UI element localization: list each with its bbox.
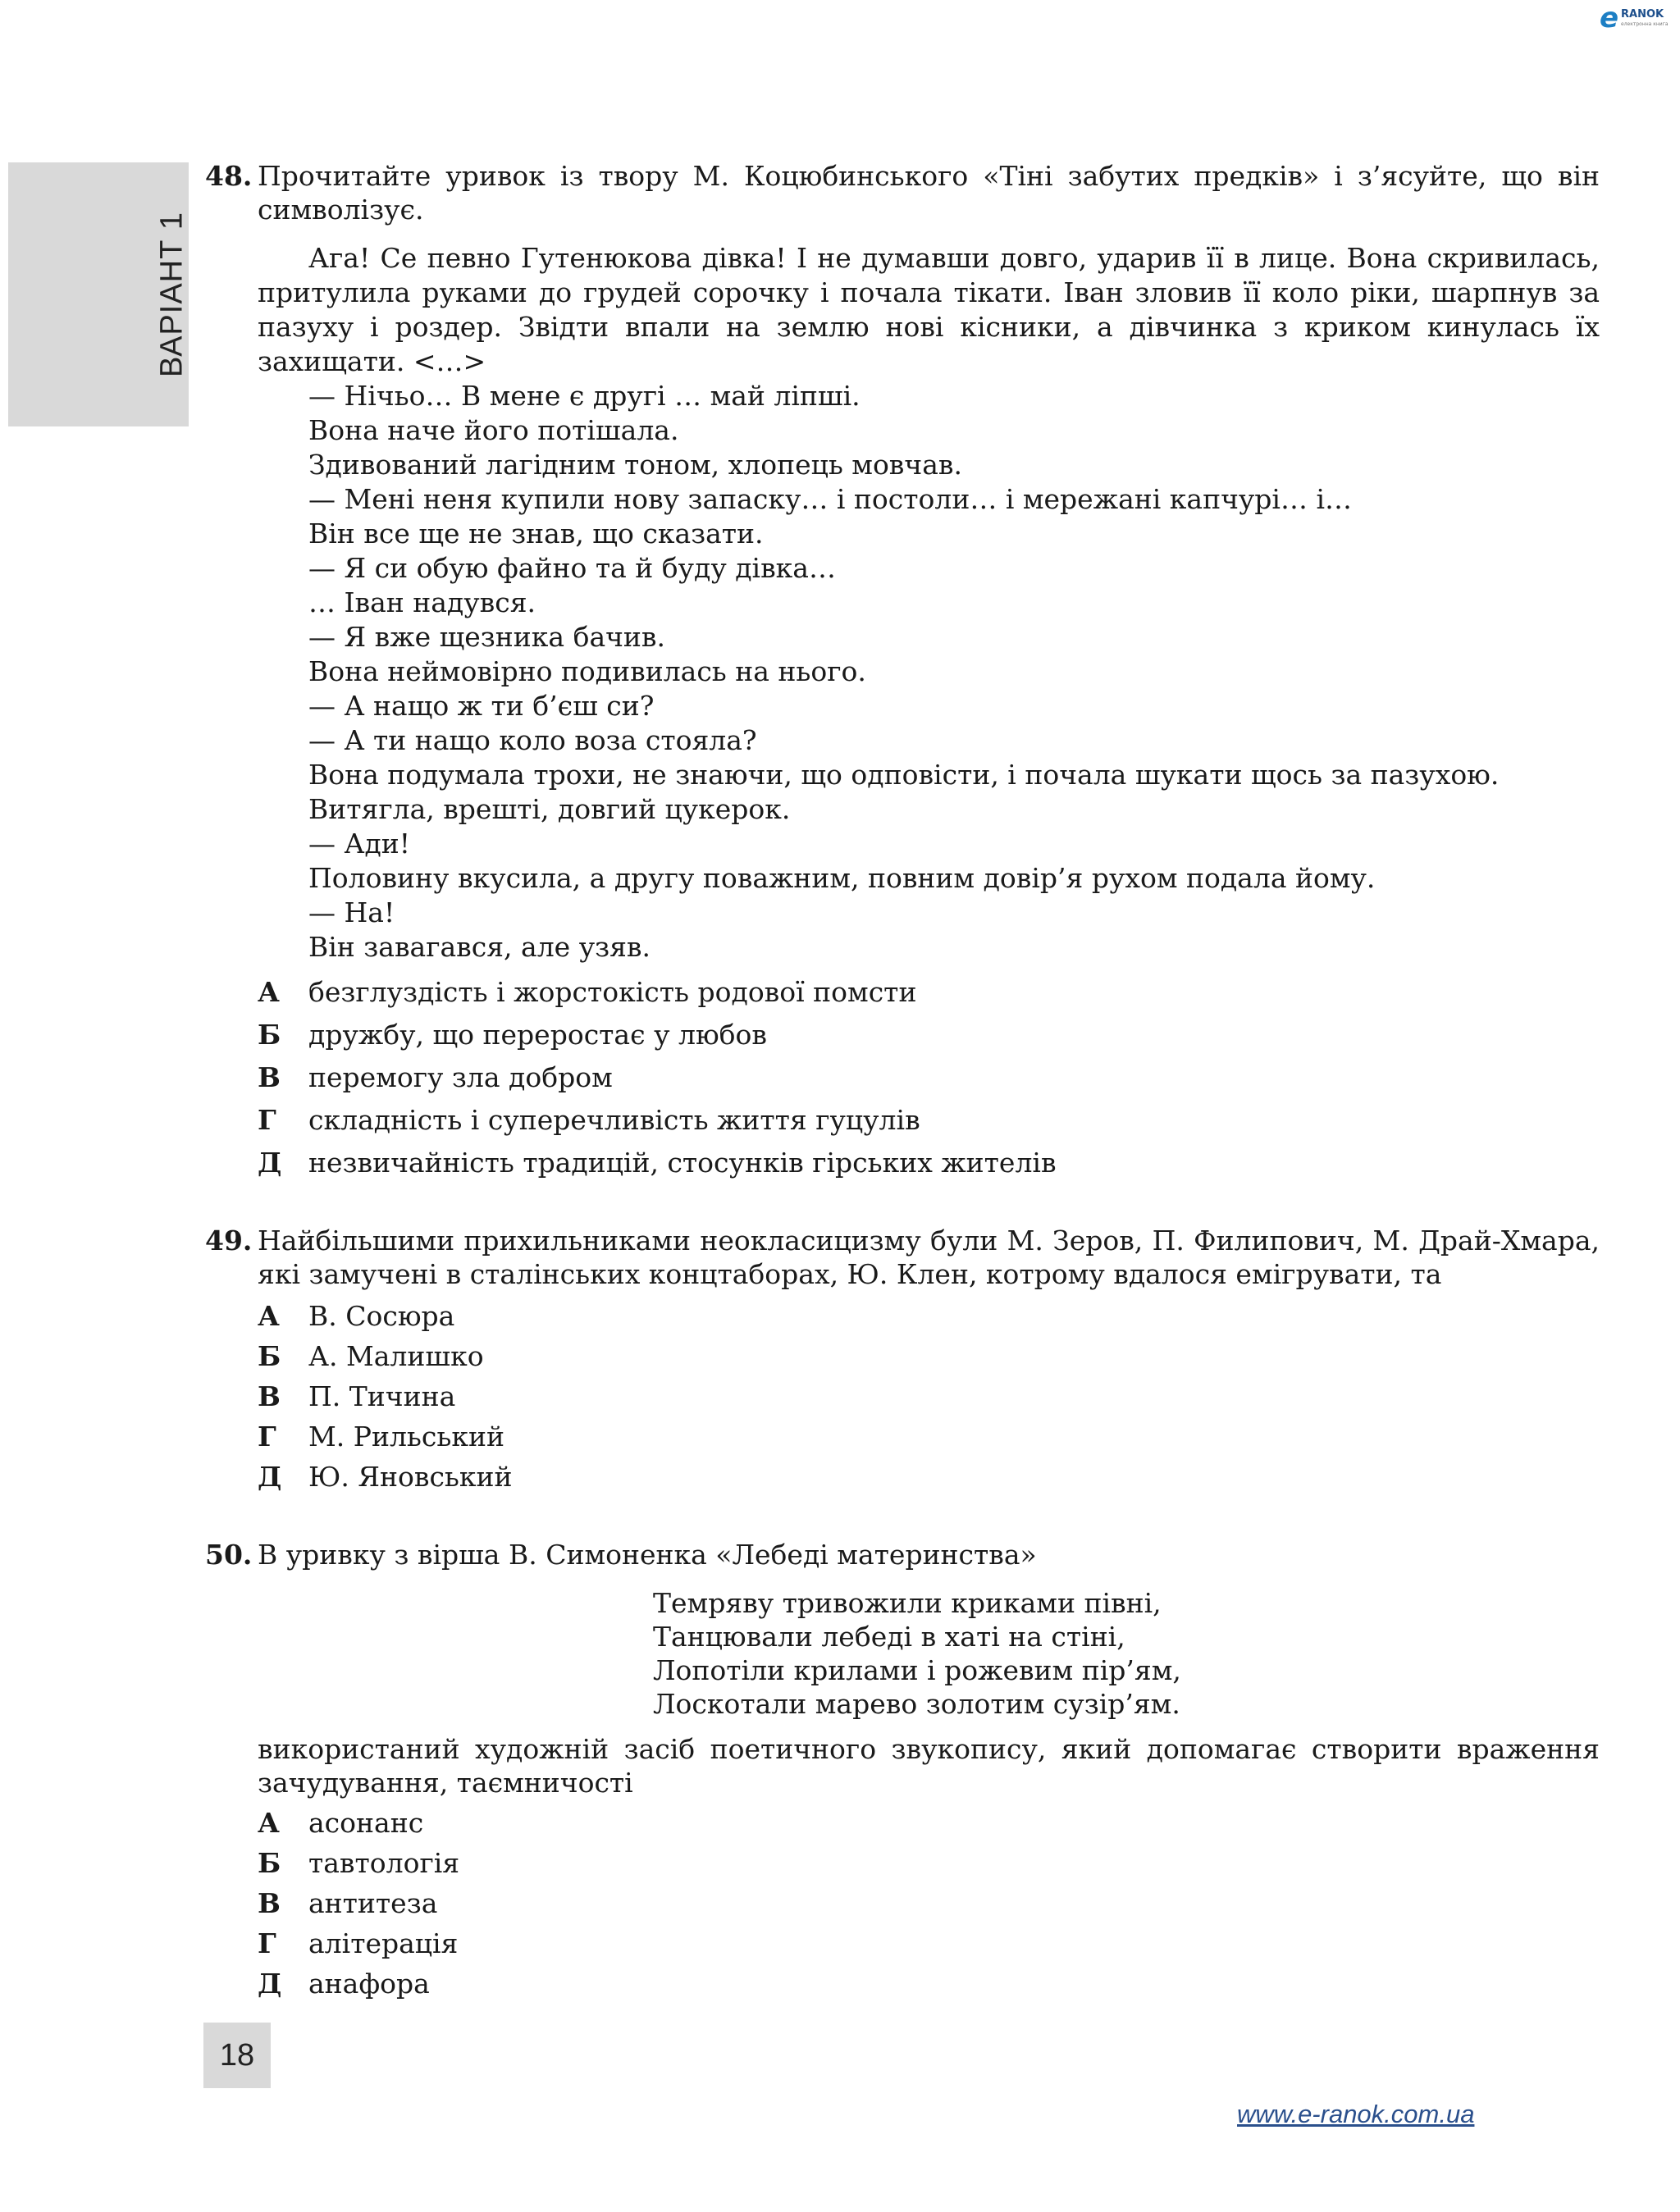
option-a[interactable]	[258, 975, 1600, 1018]
answer-options	[258, 1299, 1600, 1500]
question-number: 49.	[205, 1225, 253, 1257]
option-text: дружбу, що переростає у любов	[308, 1019, 767, 1051]
poem-line: Танцювали лебеді в хаті на стіні,	[653, 1621, 1125, 1653]
passage-line: — Мені неня купили нову запаску… і постоли… і мережані капчурі… і…	[308, 483, 1353, 515]
question-49	[205, 1224, 1600, 1500]
logo-letter: e	[1600, 2, 1619, 34]
option-text: М. Рильський	[308, 1421, 504, 1453]
option-text: антитеза	[308, 1887, 438, 1919]
option-text: В. Сосюра	[308, 1300, 455, 1332]
option-letter: А	[258, 1300, 280, 1332]
option-letter: Г	[258, 1104, 276, 1136]
answer-options	[258, 1806, 1600, 2007]
question-stem: Прочитайте уривок із твору М. Коцюбинського «Тіні забутих предків» і з’ясуйте, що він символізує.	[258, 160, 1600, 226]
passage-line: Він все ще не знав, що сказати.	[308, 518, 764, 550]
option-d[interactable]	[258, 1460, 1600, 1500]
passage-line: Здивований лагідним тоном, хлопець мовчав.	[308, 449, 962, 481]
option-v[interactable]	[258, 1886, 1600, 1927]
option-letter: В	[258, 1887, 281, 1919]
passage-line: Половину вкусила, а другу поважним, повним довір’я рухом подала йому.	[308, 862, 1376, 894]
option-b[interactable]	[258, 1339, 1600, 1380]
passage-line: Він завагався, але узяв.	[308, 931, 651, 963]
option-b[interactable]	[258, 1018, 1600, 1060]
option-text: складність і суперечливість життя гуцулів	[308, 1104, 920, 1136]
option-text: А. Малишко	[308, 1340, 484, 1372]
option-letter: Д	[258, 1461, 282, 1493]
question-continuation: використаний художній засіб поетичного звукопису, який допомагає створити враження зачудування, таємничості	[258, 1733, 1600, 1799]
option-h[interactable]	[258, 1420, 1600, 1460]
option-letter: Д	[258, 1147, 282, 1179]
passage-line: — На!	[308, 896, 395, 928]
option-d[interactable]	[258, 1146, 1600, 1188]
option-letter: Б	[258, 1019, 281, 1051]
option-b[interactable]	[258, 1846, 1600, 1886]
poem-line: Лоскотали марево золотим сузір’ям.	[653, 1688, 1180, 1720]
option-text: тавтологія	[308, 1847, 460, 1879]
option-h[interactable]	[258, 1103, 1600, 1146]
excerpt-passage	[258, 241, 1600, 965]
option-letter: Б	[258, 1340, 281, 1372]
option-text: П. Тичина	[308, 1380, 456, 1412]
passage-line: — Я си обую файно та й буду дівка…	[308, 552, 836, 584]
publisher-url-link[interactable]: www.e-ranok.com.ua	[1237, 2100, 1475, 2128]
passage-line: — А нащо ж ти б’єш си?	[308, 690, 655, 722]
option-letter: Г	[258, 1927, 276, 1959]
option-text: Ю. Яновський	[308, 1461, 513, 1493]
passage-line: — А ти нащо коло воза стояла?	[308, 724, 757, 756]
passage-line: — Ади!	[308, 828, 411, 860]
option-letter: Г	[258, 1421, 276, 1453]
page-number: 18	[203, 2023, 271, 2088]
option-letter: В	[258, 1061, 281, 1093]
option-text: асонанс	[308, 1807, 424, 1839]
option-text: безглуздість і жорстокість родової помсти	[308, 976, 917, 1008]
variant-label: ВАРІАНТ 1	[154, 211, 189, 378]
answer-options	[258, 975, 1600, 1188]
poem-line: Лопотіли крилами і рожевим пір’ям,	[653, 1654, 1181, 1686]
logo-text: RANOK	[1621, 8, 1664, 21]
passage-first-paragraph: Ага! Се певно Гутенюкова дівка! І не думавши довго, ударив її в лице. Вона скривилась, притулила руками до грудей сорочку і почала тікати. Іван зловив її коло ріки, шарпнув за пазуху і роздер. Звідти впали на землю нові кісники, а дівчинка з криком кинулась їх захищати. <…>	[258, 242, 1600, 377]
question-stem: Найбільшими прихильниками неокласицизму були М. Зеров, П. Филипович, М. Драй-Хмара, які замучені в сталінських концтаборах, Ю. Клен, котрому вдалося емігрувати, та	[258, 1225, 1600, 1290]
option-h[interactable]	[258, 1927, 1600, 1967]
question-stem: В уривку з вірша В. Симоненка «Лебеді материнства»	[258, 1539, 1037, 1571]
passage-line: — Нічьо… В мене є другі … май ліпші.	[308, 380, 861, 412]
question-number: 50.	[205, 1539, 253, 1571]
option-letter: В	[258, 1380, 281, 1412]
passage-line: Вона подумала трохи, не знаючи, що одповісти, і почала шукати щось за пазухою.	[308, 759, 1500, 791]
passage-line: … Іван надувся.	[308, 586, 536, 618]
option-letter: А	[258, 1807, 280, 1839]
option-letter: Б	[258, 1847, 281, 1879]
option-text: алітерація	[308, 1927, 459, 1959]
passage-line: Витягла, врешті, довгий цукерок.	[308, 793, 791, 825]
option-text: незвичайність традицій, стосунків гірських жителів	[308, 1147, 1057, 1179]
passage-line: — Я вже щезника бачив.	[308, 621, 665, 653]
passage-line: Вона неймовірно подивилась на нього.	[308, 655, 866, 687]
option-v[interactable]	[258, 1060, 1600, 1103]
question-50	[205, 1538, 1600, 2007]
option-v[interactable]	[258, 1380, 1600, 1420]
option-letter: Д	[258, 1968, 282, 2000]
publisher-logo	[1600, 2, 1680, 34]
option-d[interactable]	[258, 1967, 1600, 2007]
poem-line: Темряву тривожили криками півні,	[653, 1587, 1162, 1619]
option-text: анафора	[308, 1968, 430, 2000]
logo-subtext: електронна книга	[1621, 21, 1669, 27]
option-letter: А	[258, 976, 280, 1008]
variant-side-tab	[8, 162, 189, 426]
passage-line: Вона наче його потішала.	[308, 414, 679, 446]
option-text: перемогу зла добром	[308, 1061, 613, 1093]
option-a[interactable]	[258, 1299, 1600, 1339]
poem-excerpt	[653, 1586, 1600, 1721]
question-number: 48.	[205, 160, 253, 192]
question-48	[205, 159, 1600, 1188]
option-a[interactable]	[258, 1806, 1600, 1846]
